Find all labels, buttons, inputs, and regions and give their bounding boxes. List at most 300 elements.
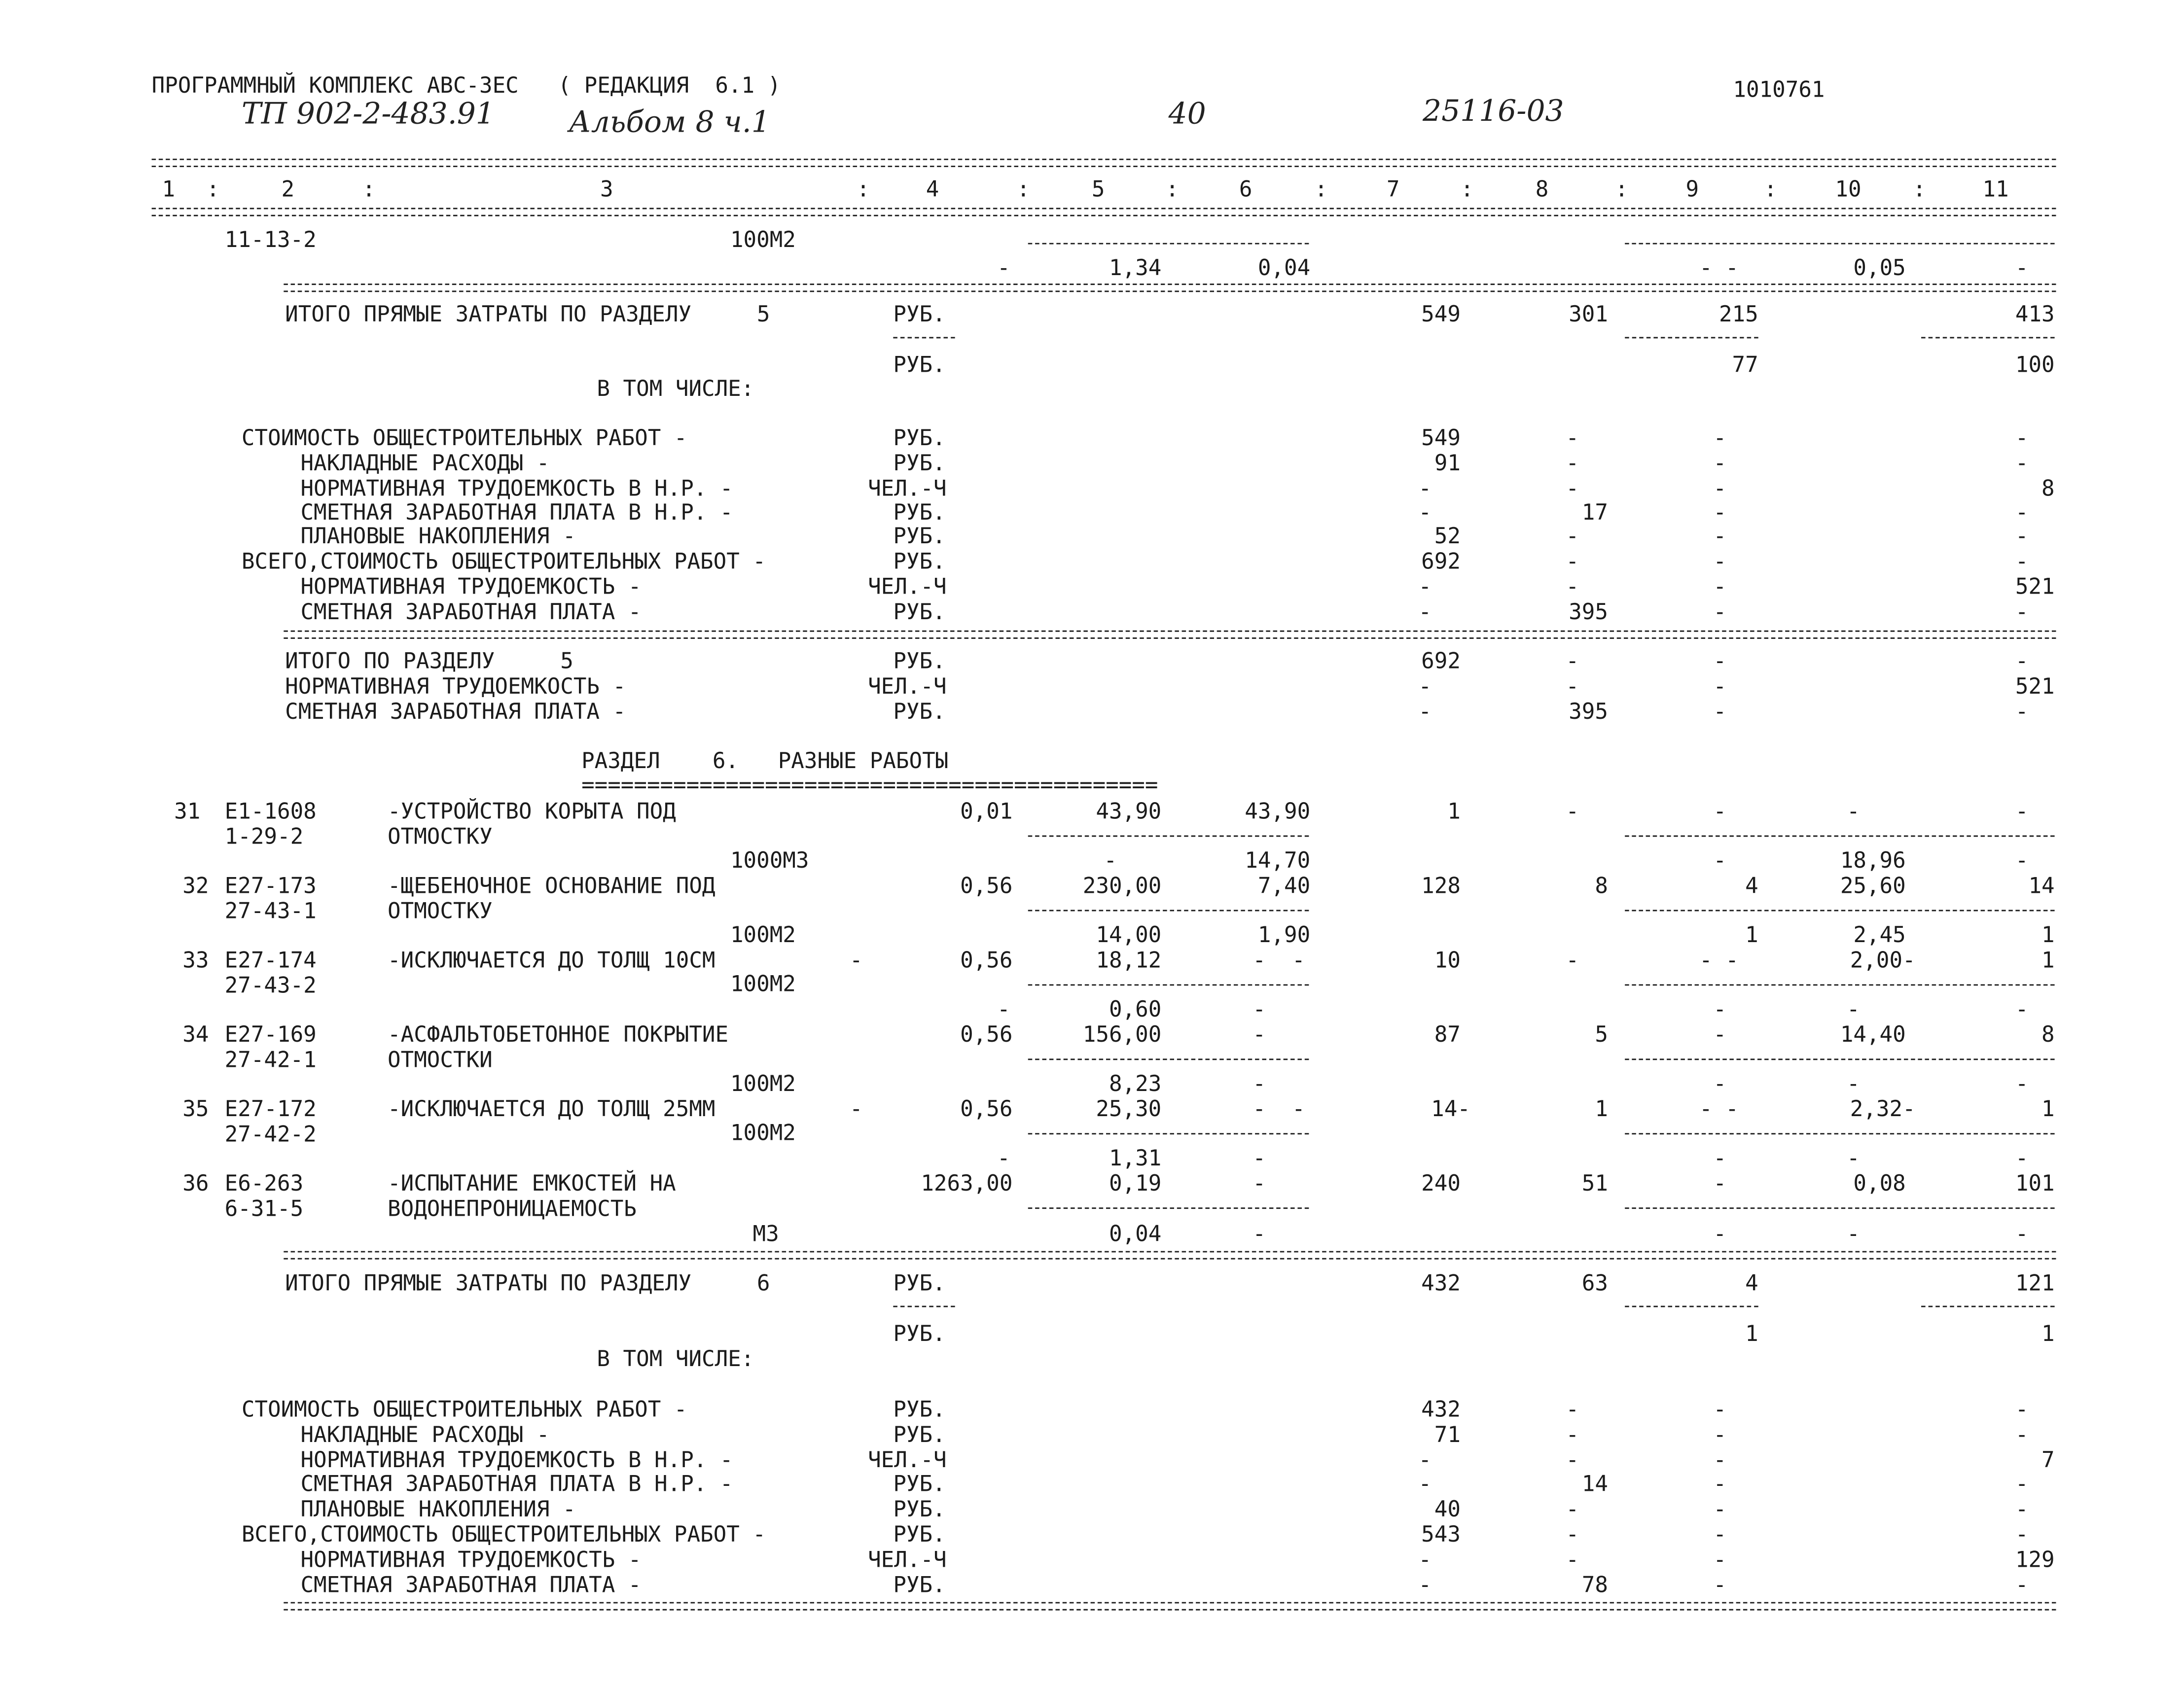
table-cell: -	[1566, 574, 1579, 600]
table-cell: :	[857, 176, 870, 203]
table-cell: :	[1615, 176, 1628, 203]
table-cell: ВСЕГО,СТОИМОСТЬ ОБЩЕСТРОИТЕЛЬНЫХ РАБОТ -	[241, 549, 766, 574]
table-cell: 0,04	[1257, 255, 1311, 281]
dashed-rule	[1625, 1306, 1758, 1307]
table-cell: -	[2015, 799, 2029, 824]
table-cell: -	[1713, 1471, 1727, 1497]
table-cell: ОТМОСТКУ	[388, 824, 493, 850]
dashed-rule	[893, 1306, 955, 1307]
table-cell: РУБ.	[893, 1522, 946, 1548]
table-cell: -	[1713, 1171, 1727, 1196]
dashed-rule	[1028, 984, 1309, 985]
table-cell: 543	[1421, 1522, 1461, 1548]
table-cell: 230,00	[1082, 873, 1162, 899]
table-cell: 156,00	[1082, 1022, 1162, 1048]
table-cell: - -	[1699, 948, 1739, 973]
table-cell: -	[1418, 476, 1432, 501]
table-cell: -	[2015, 1496, 2029, 1522]
table-cell: 43,90	[1096, 799, 1162, 824]
table-cell: -	[2015, 1145, 2029, 1171]
dashed-rule	[1028, 910, 1309, 912]
table-cell: -	[1713, 1447, 1727, 1473]
table-cell: 413	[2015, 302, 2055, 327]
table-cell: -	[1418, 1547, 1432, 1573]
table-cell: -	[2015, 451, 2029, 476]
col-num-7: 7	[1386, 176, 1400, 203]
table-cell: :	[1314, 176, 1328, 203]
table-cell: -	[2015, 1422, 2029, 1448]
table-cell: 51	[1581, 1171, 1608, 1196]
table-cell: 100	[2015, 352, 2055, 378]
table-cell: НАКЛАДНЫЕ РАСХОДЫ -	[300, 1422, 550, 1448]
table-cell: 35	[182, 1096, 209, 1122]
col-num-10: 10	[1835, 176, 1862, 203]
table-cell: 87	[1434, 1022, 1461, 1048]
table-cell: 0,04	[1109, 1221, 1162, 1247]
table-cell: 25,30	[1096, 1096, 1162, 1122]
col-num-9: 9	[1685, 176, 1699, 203]
table-cell: -	[1713, 674, 1727, 700]
table-cell: -	[1418, 674, 1432, 700]
table-cell: -	[1418, 699, 1432, 725]
dashed-rule	[1921, 337, 2055, 339]
table-cell: Е1-1608	[224, 799, 317, 824]
section6-direct-costs-label: ИТОГО ПРЯМЫЕ ЗАТРАТЫ ПО РАЗДЕЛУ 6	[285, 1270, 770, 1296]
table-cell: РУБ.	[893, 1270, 946, 1296]
table-cell: Е27-173	[224, 873, 317, 899]
table-cell: -	[1713, 1496, 1727, 1522]
table-cell: -	[2015, 524, 2029, 549]
table-cell: -	[2015, 1397, 2029, 1423]
table-cell: -	[2015, 997, 2029, 1022]
table-cell: НОРМАТИВНАЯ ТРУДОЕМКОСТЬ В Н.Р. -	[300, 476, 733, 501]
table-cell: 1	[1595, 1096, 1608, 1122]
table-cell: НОРМАТИВНАЯ ТРУДОЕМКОСТЬ -	[285, 674, 626, 700]
table-cell: 0,56	[960, 873, 1013, 899]
table-cell: 521	[2015, 674, 2055, 700]
table-cell: -	[1253, 1171, 1266, 1196]
table-cell: 43,90	[1245, 799, 1311, 824]
table-cell: 549	[1421, 302, 1461, 327]
table-cell: 100М2	[730, 1120, 796, 1146]
table-cell: -	[2015, 1522, 2029, 1548]
table-cell: 0,60	[1109, 997, 1162, 1022]
dashed-rule	[1028, 836, 1309, 837]
table-cell: -	[1253, 1145, 1266, 1171]
table-cell: 395	[1569, 699, 1608, 725]
table-cell: -	[1847, 799, 1860, 824]
table-cell: 18,12	[1096, 948, 1162, 973]
col-num-5: 5	[1091, 176, 1105, 203]
table-cell: 1	[2041, 922, 2055, 948]
table-cell: 1	[2041, 1321, 2055, 1347]
table-cell: -	[2015, 425, 2029, 451]
table-cell: СМЕТНАЯ ЗАРАБОТНАЯ ПЛАТА -	[300, 599, 642, 625]
table-cell: 215	[1719, 302, 1758, 327]
table-cell: РУБ.	[893, 1496, 946, 1522]
dashed-rule	[284, 1251, 2056, 1260]
dashed-rule	[1028, 1133, 1309, 1134]
table-cell: 4	[1745, 1270, 1758, 1296]
table-cell: -	[1713, 1422, 1727, 1448]
table-cell: -	[1253, 1221, 1266, 1247]
table-cell: 1	[1447, 799, 1461, 824]
table-cell: В ТОМ ЧИСЛЕ:	[597, 376, 754, 402]
item-code: 11-13-2	[224, 227, 317, 253]
table-cell: -	[1847, 997, 1860, 1022]
table-cell: - -	[1253, 948, 1305, 973]
table-cell: 4	[1745, 873, 1758, 899]
table-cell: -	[1713, 997, 1727, 1022]
table-cell: -	[2015, 549, 2029, 574]
table-cell: -	[1713, 1145, 1727, 1171]
table-cell: ОТМОСТКИ	[388, 1047, 493, 1073]
table-cell: 2,32-	[1850, 1096, 1916, 1122]
table-cell: 0,56	[960, 948, 1013, 973]
handwritten-album: Альбом 8 ч.1	[569, 105, 770, 139]
table-cell: 91	[1434, 451, 1461, 476]
table-cell: РУБ.	[893, 1397, 946, 1423]
table-cell: ПЛАНОВЫЕ НАКОПЛЕНИЯ -	[300, 1496, 576, 1522]
dashed-rule	[1028, 1207, 1309, 1209]
table-cell: -	[850, 948, 863, 973]
table-cell: 10	[1434, 948, 1461, 973]
table-cell: -	[1566, 1447, 1579, 1473]
table-cell: -	[1418, 1447, 1432, 1473]
table-cell: 6-31-5	[224, 1196, 304, 1222]
table-cell: Е27-174	[224, 948, 317, 973]
table-cell: -	[1566, 1522, 1579, 1548]
table-cell: 33	[182, 948, 209, 973]
table-cell: -	[1566, 674, 1579, 700]
table-cell: СТОИМОСТЬ ОБЩЕСТРОИТЕЛЬНЫХ РАБОТ -	[241, 425, 687, 451]
table-cell: -	[1847, 1221, 1860, 1247]
table-cell: -	[850, 1096, 863, 1122]
table-cell: 0,01	[960, 799, 1013, 824]
col-num-1: 1	[162, 176, 176, 203]
table-cell: РУБ.	[893, 1471, 946, 1497]
dashed-rule	[1625, 1133, 2054, 1134]
table-cell: -	[1713, 648, 1727, 674]
dashed-rule	[1625, 910, 2054, 912]
col-num-4: 4	[926, 176, 939, 203]
table-cell: -	[1566, 451, 1579, 476]
table-cell: 77	[1732, 352, 1758, 378]
table-cell: 5	[1595, 1022, 1608, 1048]
col-num-8: 8	[1535, 176, 1549, 203]
table-cell: 1263,00	[921, 1171, 1013, 1196]
table-cell: -УСТРОЙСТВО КОРЫТА ПОД	[388, 799, 676, 824]
table-cell: 14	[2028, 873, 2055, 899]
table-cell: 395	[1569, 599, 1608, 625]
table-cell: РУБ.	[893, 549, 946, 574]
dashed-rule	[284, 283, 2056, 292]
table-cell: -ЩЕБЕНОЧНОЕ ОСНОВАНИЕ ПОД	[388, 873, 716, 899]
dashed-rule	[893, 337, 955, 339]
col-num-11: 11	[1982, 176, 2009, 203]
table-cell: 692	[1421, 549, 1461, 574]
table-cell: 25,60	[1840, 873, 1906, 899]
section5-direct-costs-label: ИТОГО ПРЯМЫЕ ЗАТРАТЫ ПО РАЗДЕЛУ 5	[285, 302, 770, 327]
table-cell: 432	[1421, 1270, 1461, 1296]
table-cell: ============================================	[581, 772, 1158, 798]
table-cell: -	[2015, 1221, 2029, 1247]
table-cell: - -	[1253, 1096, 1305, 1122]
table-cell: -ИСКЛЮЧАЕТСЯ ДО ТОЛЩ 25ММ	[388, 1096, 716, 1122]
table-cell: :	[362, 176, 376, 203]
table-cell: -	[1713, 1522, 1727, 1548]
table-cell: -	[1253, 997, 1266, 1022]
table-cell: -	[1713, 1022, 1727, 1048]
table-cell: 18,96	[1840, 848, 1906, 874]
table-cell: В ТОМ ЧИСЛЕ:	[597, 1346, 754, 1372]
dashed-rule	[1625, 984, 2054, 985]
table-cell: -	[2015, 699, 2029, 725]
table-cell: -	[1566, 1397, 1579, 1423]
table-cell: Е27-169	[224, 1022, 317, 1048]
table-cell: -	[1713, 1221, 1727, 1247]
table-cell: 1,31	[1109, 1145, 1162, 1171]
table-cell: 121	[2015, 1270, 2055, 1296]
table-cell: РУБ.	[893, 302, 946, 327]
table-cell: ЧЕЛ.-Ч	[868, 574, 947, 600]
dashed-rule	[1625, 1207, 2054, 1209]
table-cell: НОРМАТИВНАЯ ТРУДОЕМКОСТЬ В Н.Р. -	[300, 1447, 733, 1473]
table-cell: 27-43-2	[224, 973, 317, 998]
table-cell: -	[2015, 255, 2029, 281]
table-cell: ЧЕЛ.-Ч	[868, 1547, 947, 1573]
table-cell: Е6-263	[224, 1171, 304, 1196]
table-cell: -	[2015, 599, 2029, 625]
header-rule	[152, 159, 2056, 167]
table-cell: 27-42-2	[224, 1122, 317, 1147]
table-cell: 100М2	[730, 922, 796, 948]
table-cell: -	[1713, 549, 1727, 574]
table-cell: 240	[1421, 1171, 1461, 1196]
table-cell: НОРМАТИВНАЯ ТРУДОЕМКОСТЬ -	[300, 574, 642, 600]
table-cell: 129	[2015, 1547, 2055, 1573]
dashed-rule	[1028, 1058, 1309, 1060]
dashed-rule	[1625, 836, 2054, 837]
table-cell: 101	[2015, 1171, 2055, 1196]
table-cell: 1,34	[1109, 255, 1162, 281]
table-cell: -	[1713, 1397, 1727, 1423]
dashed-rule	[1625, 243, 2054, 245]
table-cell: -ИСПЫТАНИЕ ЕМКОСТЕЙ НА	[388, 1171, 676, 1196]
table-cell: 1,90	[1257, 922, 1311, 948]
table-cell: 301	[1569, 302, 1608, 327]
table-cell: :	[1460, 176, 1474, 203]
table-cell: РУБ.	[893, 648, 946, 674]
table-cell: -	[1713, 799, 1727, 824]
table-cell: 40	[1434, 1496, 1461, 1522]
table-cell: -	[1104, 848, 1117, 874]
table-cell: :	[1165, 176, 1179, 203]
table-cell: РУБ.	[893, 499, 946, 526]
table-cell: Е27-172	[224, 1096, 317, 1122]
table-cell: -	[2015, 499, 2029, 526]
table-cell: 0,19	[1109, 1171, 1162, 1196]
table-cell: ЧЕЛ.-Ч	[868, 674, 947, 700]
table-cell: -	[1566, 425, 1579, 451]
table-cell: -	[1566, 1496, 1579, 1522]
table-cell: РУБ.	[893, 451, 946, 476]
table-cell: 7	[2041, 1447, 2055, 1473]
table-cell: 34	[182, 1022, 209, 1048]
handwritten-project-code: ТП 902-2-483.91	[241, 97, 495, 131]
section6-heading: РАЗДЕЛ 6. РАЗНЫЕ РАБОТЫ	[581, 748, 949, 774]
table-cell: 14,40	[1840, 1022, 1906, 1048]
table-cell: 14-	[1431, 1096, 1470, 1122]
table-cell: :	[1912, 176, 1926, 203]
table-cell: 128	[1421, 873, 1461, 899]
table-cell: -	[1253, 1022, 1266, 1048]
table-cell: 63	[1581, 1270, 1608, 1296]
bottom-rule	[284, 1602, 2056, 1611]
dashed-rule	[1625, 337, 1758, 339]
table-cell: РУБ.	[893, 699, 946, 725]
table-cell: ЧЕЛ.-Ч	[868, 476, 947, 501]
table-cell: -	[1713, 1547, 1727, 1573]
table-cell: -АСФАЛЬТОБЕТОННОЕ ПОКРЫТИЕ	[388, 1022, 729, 1048]
table-cell: -	[1713, 848, 1727, 874]
table-cell: :	[1016, 176, 1030, 203]
table-cell: 521	[2015, 574, 2055, 600]
table-cell: -	[1713, 476, 1727, 501]
table-cell: 27-42-1	[224, 1047, 317, 1073]
table-cell: -	[2015, 648, 2029, 674]
table-cell: -	[2015, 1071, 2029, 1097]
col-num-3: 3	[600, 176, 613, 203]
table-cell: -	[1418, 574, 1432, 600]
table-cell: -	[2015, 848, 2029, 874]
table-cell: 14	[1581, 1471, 1608, 1497]
table-cell: 8	[2041, 1022, 2055, 1048]
table-cell: -	[997, 1145, 1010, 1171]
table-cell: 1	[1745, 922, 1758, 948]
table-cell: -	[997, 997, 1010, 1022]
table-cell: 27-43-1	[224, 898, 317, 924]
table-cell: -	[1566, 948, 1579, 973]
table-cell: 1-29-2	[224, 824, 304, 850]
table-cell: -	[1418, 599, 1432, 625]
table-cell: РУБ.	[893, 352, 946, 378]
table-cell: 1	[2041, 948, 2055, 973]
dashed-rule	[284, 631, 2056, 639]
table-cell: 1	[2041, 1096, 2055, 1122]
document-number: 1010761	[1733, 77, 1825, 103]
table-cell: -	[1713, 524, 1727, 549]
table-cell: 31	[174, 799, 201, 824]
table-cell: ВОДОНЕПРОНИЦАЕМОСТЬ	[388, 1196, 637, 1222]
table-cell: РУБ.	[893, 524, 946, 549]
table-cell: :	[1764, 176, 1777, 203]
table-cell: М3	[752, 1221, 779, 1247]
table-cell: 71	[1434, 1422, 1461, 1448]
table-cell: ОТМОСТКУ	[388, 898, 493, 924]
table-cell: 692	[1421, 648, 1461, 674]
section5-total-label: ИТОГО ПО РАЗДЕЛУ 5	[285, 648, 573, 674]
table-cell: СМЕТНАЯ ЗАРАБОТНАЯ ПЛАТА -	[300, 1572, 642, 1598]
table-cell: 7,40	[1257, 873, 1311, 899]
table-cell: -	[1418, 499, 1432, 526]
dashed-rule	[1921, 1306, 2055, 1307]
table-cell: -	[1713, 499, 1727, 526]
table-cell: 78	[1581, 1572, 1608, 1598]
table-cell: -	[1847, 1071, 1860, 1097]
table-cell: - -	[1699, 1096, 1739, 1122]
table-cell: -	[1713, 599, 1727, 625]
table-cell: -	[2015, 1572, 2029, 1598]
col-num-2: 2	[281, 176, 295, 203]
table-cell: 8	[2041, 476, 2055, 501]
table-cell: -	[1566, 524, 1579, 549]
table-cell: -	[1713, 699, 1727, 725]
table-cell: 2,45	[1853, 922, 1906, 948]
table-cell: 8	[1595, 873, 1608, 899]
table-cell: -	[1566, 648, 1579, 674]
table-cell: -	[1418, 1471, 1432, 1497]
table-cell: 0,05	[1853, 255, 1906, 281]
table-cell: ЧЕЛ.-Ч	[868, 1447, 947, 1473]
table-cell: 0,56	[960, 1022, 1013, 1048]
table-cell: СМЕТНАЯ ЗАРАБОТНАЯ ПЛАТА -	[285, 699, 626, 725]
table-cell: 549	[1421, 425, 1461, 451]
dashed-rule	[1625, 1058, 2054, 1060]
table-cell: СМЕТНАЯ ЗАРАБОТНАЯ ПЛАТА В Н.Р. -	[300, 499, 733, 526]
table-cell: 17	[1581, 499, 1608, 526]
handwritten-doc-code: 25116-03	[1423, 94, 1564, 128]
table-cell: ВСЕГО,СТОИМОСТЬ ОБЩЕСТРОИТЕЛЬНЫХ РАБОТ -	[241, 1522, 766, 1548]
col-num-6: 6	[1239, 176, 1253, 203]
table-cell: 0,08	[1853, 1171, 1906, 1196]
table-cell: -	[1713, 425, 1727, 451]
table-cell: -	[1566, 799, 1579, 824]
table-cell: 100М2	[730, 1071, 796, 1097]
table-cell: -	[1253, 1071, 1266, 1097]
table-cell: 52	[1434, 524, 1461, 549]
table-cell: -	[1713, 451, 1727, 476]
table-cell: РУБ.	[893, 425, 946, 451]
table-cell: ПЛАНОВЫЕ НАКОПЛЕНИЯ -	[300, 524, 576, 549]
table-cell: СТОИМОСТЬ ОБЩЕСТРОИТЕЛЬНЫХ РАБОТ -	[241, 1397, 687, 1423]
table-cell: -	[1418, 1572, 1432, 1598]
table-cell: РУБ.	[893, 1321, 946, 1347]
table-cell: 1000М3	[730, 848, 809, 874]
table-cell: 0,56	[960, 1096, 1013, 1122]
table-cell: :	[206, 176, 220, 203]
table-cell: 14,00	[1096, 922, 1162, 948]
table-cell: РУБ.	[893, 1572, 946, 1598]
table-cell: НОРМАТИВНАЯ ТРУДОЕМКОСТЬ -	[300, 1547, 642, 1573]
dashed-rule	[1028, 243, 1309, 245]
table-cell: 1	[1745, 1321, 1758, 1347]
table-cell: -	[2015, 1471, 2029, 1497]
table-cell: 432	[1421, 1397, 1461, 1423]
table-cell: -ИСКЛЮЧАЕТСЯ ДО ТОЛЩ 10СМ	[388, 948, 716, 973]
table-cell: НАКЛАДНЫЕ РАСХОДЫ -	[300, 451, 550, 476]
table-cell: РУБ.	[893, 599, 946, 625]
table-cell: -	[1713, 1572, 1727, 1598]
table-cell: 14,70	[1245, 848, 1311, 874]
table-cell: -	[1566, 1547, 1579, 1573]
handwritten-page-number: 40	[1168, 97, 1206, 131]
table-cell: 100М2	[730, 971, 796, 997]
table-cell: РУБ.	[893, 1422, 946, 1448]
table-cell: 2,00-	[1850, 948, 1916, 973]
table-cell: -	[1713, 1071, 1727, 1097]
table-cell: -	[997, 255, 1010, 281]
